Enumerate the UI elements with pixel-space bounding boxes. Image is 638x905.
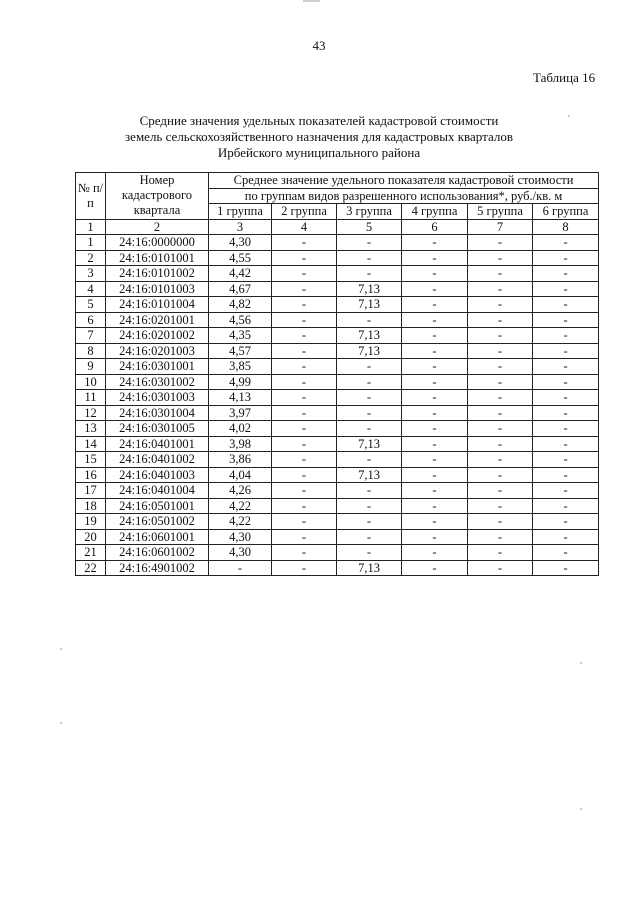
scan-mark (303, 0, 320, 2)
col-number: 3 (209, 219, 272, 235)
group-value-cell: - (468, 297, 533, 313)
group-value-cell: 4,30 (209, 235, 272, 251)
group-value-cell: - (272, 452, 337, 468)
group-value-cell: - (337, 421, 402, 437)
header-group-4: 4 группа (402, 204, 468, 220)
table-label: Таблица 16 (533, 70, 596, 85)
group-value-cell: - (533, 312, 599, 328)
group-value-cell: - (468, 312, 533, 328)
group-value-cell: 7,13 (337, 467, 402, 483)
group-value-cell: - (209, 560, 272, 576)
group-value-cell: 3,86 (209, 452, 272, 468)
quarter-number-cell: 24:16:0301004 (106, 405, 209, 421)
quarter-number-cell: 24:16:0501002 (106, 514, 209, 530)
group-value-cell: - (337, 514, 402, 530)
group-value-cell: - (468, 560, 533, 576)
group-value-cell: - (402, 483, 468, 499)
header-group-3: 3 группа (337, 204, 402, 220)
group-value-cell: - (272, 560, 337, 576)
group-value-cell: - (533, 281, 599, 297)
group-value-cell: - (337, 312, 402, 328)
group-value-cell: - (468, 483, 533, 499)
group-value-cell: 7,13 (337, 560, 402, 576)
quarter-number-cell: 24:16:0401003 (106, 467, 209, 483)
group-value-cell: - (337, 529, 402, 545)
group-value-cell: - (402, 343, 468, 359)
quarter-number-cell: 24:16:0601002 (106, 545, 209, 561)
group-value-cell: - (337, 374, 402, 390)
row-number-cell: 6 (76, 312, 106, 328)
group-value-cell: - (337, 235, 402, 251)
group-value-cell: - (402, 328, 468, 344)
col-number: 7 (468, 219, 533, 235)
row-number-cell: 2 (76, 250, 106, 266)
group-value-cell: - (337, 545, 402, 561)
group-value-cell: - (468, 498, 533, 514)
table-row (76, 235, 599, 251)
group-value-cell: - (533, 374, 599, 390)
group-value-cell: - (533, 498, 599, 514)
group-value-cell: - (402, 281, 468, 297)
quarter-number-cell: 24:16:0301002 (106, 374, 209, 390)
row-number-cell: 5 (76, 297, 106, 313)
quarter-number-cell: 24:16:0201002 (106, 328, 209, 344)
group-value-cell: - (402, 374, 468, 390)
row-number-cell: 1 (76, 235, 106, 251)
row-number-cell: 18 (76, 498, 106, 514)
table-row (76, 359, 599, 375)
group-value-cell: 7,13 (337, 436, 402, 452)
table-row (76, 498, 599, 514)
group-value-cell: - (533, 545, 599, 561)
quarter-number-cell: 24:16:0101004 (106, 297, 209, 313)
table-row (76, 328, 599, 344)
row-number-cell: 13 (76, 421, 106, 437)
group-value-cell: 4,82 (209, 297, 272, 313)
header-quarter: Номер кадастрового квартала (106, 173, 209, 220)
group-value-cell: - (337, 405, 402, 421)
group-value-cell: 3,97 (209, 405, 272, 421)
group-value-cell: - (533, 436, 599, 452)
table-row (76, 266, 599, 282)
header-group-5: 5 группа (468, 204, 533, 220)
table-row (76, 297, 599, 313)
header-group-6: 6 группа (533, 204, 599, 220)
quarter-number-cell: 24:16:0301003 (106, 390, 209, 406)
row-number-cell: 21 (76, 545, 106, 561)
scan-speck (580, 808, 582, 810)
group-value-cell: - (533, 250, 599, 266)
quarter-number-cell: 24:16:0501001 (106, 498, 209, 514)
group-value-cell: - (533, 467, 599, 483)
group-value-cell: - (402, 250, 468, 266)
group-value-cell: 4,02 (209, 421, 272, 437)
col-number: 8 (533, 219, 599, 235)
group-value-cell: - (337, 359, 402, 375)
quarter-number-cell: 24:16:0301005 (106, 421, 209, 437)
table-header (76, 173, 599, 235)
group-value-cell: - (402, 467, 468, 483)
header-group-2: 2 группа (272, 204, 337, 220)
group-value-cell: - (533, 405, 599, 421)
group-value-cell: - (468, 452, 533, 468)
group-value-cell: - (272, 250, 337, 266)
group-value-cell: 4,22 (209, 514, 272, 530)
group-value-cell: - (402, 297, 468, 313)
col-number: 6 (402, 219, 468, 235)
group-value-cell: - (468, 436, 533, 452)
group-value-cell: - (402, 405, 468, 421)
table-row (76, 529, 599, 545)
group-value-cell: - (533, 529, 599, 545)
header-avg-line-1: Среднее значение удельного показателя кадастровой стоимости (209, 173, 599, 189)
group-value-cell: - (468, 405, 533, 421)
table-row (76, 483, 599, 499)
group-value-cell: - (533, 266, 599, 282)
table-row (76, 250, 599, 266)
group-value-cell: 4,04 (209, 467, 272, 483)
group-value-cell: - (402, 545, 468, 561)
group-value-cell: - (337, 498, 402, 514)
group-value-cell: - (533, 390, 599, 406)
group-value-cell: - (272, 390, 337, 406)
table-row (76, 405, 599, 421)
group-value-cell: - (272, 421, 337, 437)
quarter-number-cell: 24:16:0201001 (106, 312, 209, 328)
group-value-cell: - (533, 343, 599, 359)
row-number-cell: 15 (76, 452, 106, 468)
group-value-cell: - (272, 405, 337, 421)
group-value-cell: - (402, 359, 468, 375)
group-value-cell: - (272, 266, 337, 282)
quarter-number-cell: 24:16:0401002 (106, 452, 209, 468)
group-value-cell: - (468, 374, 533, 390)
group-value-cell: 4,26 (209, 483, 272, 499)
quarter-number-cell: 24:16:0201003 (106, 343, 209, 359)
group-value-cell: - (533, 560, 599, 576)
group-value-cell: 7,13 (337, 281, 402, 297)
group-value-cell: 3,98 (209, 436, 272, 452)
group-value-cell: - (402, 560, 468, 576)
col-number: 2 (106, 219, 209, 235)
row-number-cell: 12 (76, 405, 106, 421)
group-value-cell: - (272, 359, 337, 375)
group-value-cell: - (468, 545, 533, 561)
title-line-2: земель сельскохозяйственного назначения для кадастровых кварталов (125, 129, 513, 144)
group-value-cell: - (533, 483, 599, 499)
row-number-cell: 22 (76, 560, 106, 576)
group-value-cell: - (402, 436, 468, 452)
group-value-cell: 4,13 (209, 390, 272, 406)
group-value-cell: - (402, 235, 468, 251)
group-value-cell: - (337, 483, 402, 499)
table-row (76, 281, 599, 297)
group-value-cell: 7,13 (337, 328, 402, 344)
header-group-1: 1 группа (209, 204, 272, 220)
row-number-cell: 20 (76, 529, 106, 545)
group-value-cell: - (337, 266, 402, 282)
group-value-cell: 4,67 (209, 281, 272, 297)
table-row (76, 312, 599, 328)
row-number-cell: 19 (76, 514, 106, 530)
group-value-cell: 4,22 (209, 498, 272, 514)
group-value-cell: - (468, 514, 533, 530)
group-value-cell: - (402, 390, 468, 406)
group-value-cell: - (533, 421, 599, 437)
group-value-cell: - (402, 266, 468, 282)
table-title (0, 113, 638, 161)
group-value-cell: 4,42 (209, 266, 272, 282)
table-row (76, 390, 599, 406)
header-num: № п/п (76, 173, 106, 220)
page-number: 43 (312, 38, 326, 53)
group-value-cell: - (402, 312, 468, 328)
group-value-cell: 3,85 (209, 359, 272, 375)
row-number-cell: 10 (76, 374, 106, 390)
quarter-number-cell: 24:16:0101002 (106, 266, 209, 282)
header-avg-line-2: по группам видов разрешенного использования*, руб./кв. м (209, 188, 599, 204)
group-value-cell: - (468, 467, 533, 483)
quarter-number-cell: 24:16:4901002 (106, 560, 209, 576)
row-number-cell: 9 (76, 359, 106, 375)
quarter-number-cell: 24:16:0301001 (106, 359, 209, 375)
group-value-cell: - (272, 483, 337, 499)
group-value-cell: - (272, 328, 337, 344)
group-value-cell: - (272, 374, 337, 390)
group-value-cell: 4,30 (209, 545, 272, 561)
col-number: 4 (272, 219, 337, 235)
group-value-cell: 4,57 (209, 343, 272, 359)
group-value-cell: - (533, 328, 599, 344)
group-value-cell: - (468, 266, 533, 282)
quarter-number-cell: 24:16:0401001 (106, 436, 209, 452)
quarter-number-cell: 24:16:0601001 (106, 529, 209, 545)
group-value-cell: 4,55 (209, 250, 272, 266)
group-value-cell: 4,30 (209, 529, 272, 545)
group-value-cell: - (533, 297, 599, 313)
group-value-cell: - (468, 235, 533, 251)
quarter-number-cell: 24:16:0401004 (106, 483, 209, 499)
column-number-row (76, 219, 599, 235)
group-value-cell: - (468, 343, 533, 359)
group-value-cell: - (337, 390, 402, 406)
table-row (76, 560, 599, 576)
group-value-cell: - (533, 235, 599, 251)
group-value-cell: - (272, 312, 337, 328)
group-value-cell: - (468, 359, 533, 375)
row-number-cell: 4 (76, 281, 106, 297)
row-number-cell: 11 (76, 390, 106, 406)
group-value-cell: - (468, 529, 533, 545)
title-line-1: Средние значения удельных показателей кадастровой стоимости (139, 113, 499, 128)
quarter-number-cell: 24:16:0101003 (106, 281, 209, 297)
group-value-cell: - (468, 250, 533, 266)
group-value-cell: - (533, 514, 599, 530)
table-row (76, 374, 599, 390)
group-value-cell: 4,99 (209, 374, 272, 390)
group-value-cell: - (402, 514, 468, 530)
col-number: 5 (337, 219, 402, 235)
group-value-cell: - (468, 328, 533, 344)
group-value-cell: - (468, 281, 533, 297)
title-line-3: Ирбейского муниципального района (217, 145, 421, 160)
table-row (76, 545, 599, 561)
table-row (76, 436, 599, 452)
quarter-number-cell: 24:16:0000000 (106, 235, 209, 251)
group-value-cell: - (402, 529, 468, 545)
cadastral-value-table (75, 172, 599, 576)
group-value-cell: - (468, 421, 533, 437)
row-number-cell: 8 (76, 343, 106, 359)
group-value-cell: - (272, 514, 337, 530)
table-row (76, 514, 599, 530)
row-number-cell: 3 (76, 266, 106, 282)
group-value-cell: - (272, 545, 337, 561)
group-value-cell: - (272, 529, 337, 545)
group-value-cell: 4,56 (209, 312, 272, 328)
group-value-cell: - (533, 452, 599, 468)
quarter-number-cell: 24:16:0101001 (106, 250, 209, 266)
row-number-cell: 7 (76, 328, 106, 344)
group-value-cell: - (272, 281, 337, 297)
col-number: 1 (76, 219, 106, 235)
table-row (76, 343, 599, 359)
group-value-cell: - (272, 436, 337, 452)
group-value-cell: - (272, 235, 337, 251)
table-row (76, 421, 599, 437)
group-value-cell: - (272, 343, 337, 359)
row-number-cell: 16 (76, 467, 106, 483)
row-number-cell: 17 (76, 483, 106, 499)
table-row (76, 452, 599, 468)
group-value-cell: 4,35 (209, 328, 272, 344)
table-body (76, 235, 599, 576)
scan-speck (580, 662, 582, 664)
group-value-cell: - (468, 390, 533, 406)
scan-speck (568, 115, 570, 117)
group-value-cell: - (337, 452, 402, 468)
group-value-cell: - (402, 498, 468, 514)
scan-speck (60, 648, 62, 650)
group-value-cell: 7,13 (337, 297, 402, 313)
group-value-cell: - (402, 452, 468, 468)
row-number-cell: 14 (76, 436, 106, 452)
table-row (76, 467, 599, 483)
group-value-cell: - (272, 297, 337, 313)
scan-speck (60, 722, 62, 724)
group-value-cell: 7,13 (337, 343, 402, 359)
group-value-cell: - (402, 421, 468, 437)
group-value-cell: - (533, 359, 599, 375)
group-value-cell: - (272, 467, 337, 483)
group-value-cell: - (337, 250, 402, 266)
group-value-cell: - (272, 498, 337, 514)
